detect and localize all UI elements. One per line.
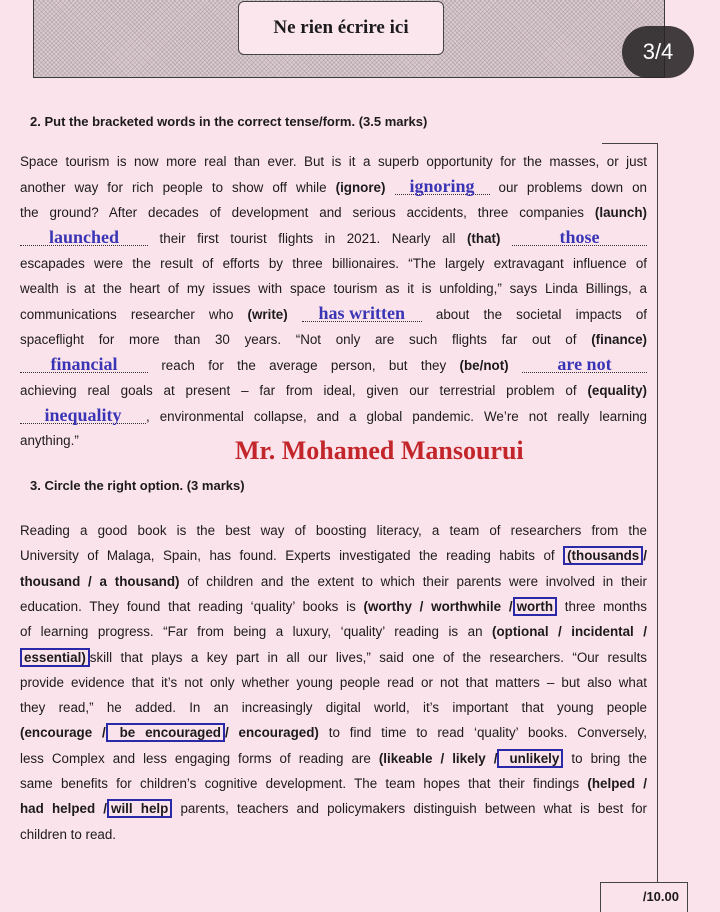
bracketed-words: / encouraged) (224, 725, 319, 741)
text-segment: the ground? After decades of development and serious accidents, three companies (20, 204, 595, 220)
text-segment: to find time to read ‘quality’ books. Conversely, (318, 725, 647, 741)
circled-option: worth (513, 597, 557, 616)
text-segment: University of Malaga, Spain, has found. Experts investigated the reading habits of (20, 548, 564, 564)
text-line (20, 522, 647, 540)
handwritten-answer: are not (522, 356, 647, 373)
bracketed-words: (helped / (587, 776, 648, 791)
text-segment: provide evidence that it’s not only whether young people read or not that matters – but also what (20, 674, 647, 690)
text-line (20, 331, 647, 349)
text-segment: to bring the (563, 750, 647, 766)
text-segment: of learning progress. “Far from being a luxury, ‘quality’ reading is an (20, 624, 493, 640)
text-segment: children to read. (20, 826, 117, 842)
text-segment: anything.” (20, 433, 79, 449)
circled-option: will help (107, 799, 172, 818)
text-line (20, 775, 647, 793)
text-segment: parents, teachers and policymakers distinguish between what is best for (172, 801, 648, 817)
text-segment: three months (557, 598, 647, 614)
text-line (20, 305, 647, 324)
text-segment: , environmental collapse, and a global pandemic. We’re not really learning (146, 409, 647, 424)
circled-option: be encouraged (106, 723, 225, 742)
text-line (20, 649, 647, 667)
text-segment: their first tourist flights in 2021. Nearly all (148, 231, 467, 247)
text-segment (509, 358, 522, 373)
handwritten-answer: has written (302, 305, 422, 322)
text-segment: of children and the extent to which their parents were involved in their (179, 573, 647, 589)
text-line (20, 547, 647, 565)
text-segment: reach for the average person, but they (148, 358, 460, 374)
bracketed-words: (be/not) (459, 358, 509, 374)
circled-option: unlikely (497, 749, 563, 768)
text-segment: they read,” he added. In an increasingly digital world, it’s important that young people (20, 700, 647, 716)
bracketed-words: (equality) (587, 382, 647, 398)
text-line (20, 229, 647, 248)
bracketed-words: thousand / a thousand) (20, 573, 180, 589)
do-not-write-label: Ne rien écrire ici (238, 1, 444, 55)
text-line (20, 280, 647, 298)
bracketed-words: (ignore) (335, 180, 386, 196)
text-line (20, 255, 647, 273)
score-box: /10.00 (600, 882, 688, 912)
bracketed-words: (encourage / (20, 725, 106, 741)
text-segment: less Complex and less engaging forms of reading are (20, 750, 379, 766)
text-segment (385, 180, 394, 195)
text-line (20, 204, 647, 222)
text-segment (288, 307, 302, 322)
page-indicator: 3/4 (622, 26, 694, 78)
text-segment: our problems down on (489, 180, 647, 196)
text-line (20, 356, 647, 375)
text-line (20, 382, 647, 400)
text-segment: communications researcher who (20, 307, 248, 323)
text-line (20, 699, 647, 717)
text-segment: skill that plays a key part in all our lives,” said one of the researchers. “Our results (89, 649, 647, 665)
text-line (20, 674, 647, 692)
text-line (20, 800, 647, 818)
handwritten-answer: those (512, 229, 647, 246)
text-line (20, 598, 647, 616)
bracketed-words: (that) (466, 231, 501, 247)
teacher-signature: Mr. Mohamed Mansourui (235, 436, 524, 465)
text-line (20, 153, 647, 171)
text-segment: wealth is at the heart of my issues with space tourism as it is unfolding,” says Linda Billings, a (20, 281, 647, 296)
bracketed-words: (write) (247, 307, 288, 323)
text-line (20, 573, 647, 591)
handwritten-answer: inequality (20, 407, 146, 424)
bracketed-words: / (643, 548, 647, 564)
margin-frame-top (602, 143, 657, 144)
text-line (20, 724, 647, 742)
margin-frame (657, 143, 658, 883)
text-line (20, 750, 647, 768)
bracketed-words: (likeable / likely / (378, 750, 498, 766)
text-segment: another way for rich people to show off while (20, 180, 336, 196)
text-segment: spaceflight for more than 30 years. “Not only are such flights far out of (20, 331, 592, 347)
text-segment: achieving real goals at present – far from ideal, given our terrestrial problem of (20, 382, 588, 398)
bracketed-words: had helped / (20, 801, 108, 817)
bracketed-words: (worthy / worthwhile / (363, 598, 513, 614)
handwritten-answer: ignoring (395, 178, 490, 195)
section3-title: 3. Circle the right option. (3 marks) (30, 478, 245, 493)
text-segment: Space tourism is now more real than ever. But is it a superb opportunity for the masses, or just (20, 154, 647, 169)
text-line (20, 826, 647, 844)
text-segment (500, 231, 512, 246)
bracketed-words: (launch) (594, 204, 647, 220)
section2-title: 2. Put the bracketed words in the correct tense/form. (3.5 marks) (30, 114, 428, 129)
handwritten-answer: financial (20, 356, 148, 373)
bracketed-words: (finance) (591, 331, 647, 347)
text-segment: escapades were the result of efforts by three billionaires. “The largely extravagant influence of (20, 255, 647, 271)
text-segment: about the societal impacts of (421, 307, 647, 323)
text-segment: Reading a good book is the best way of boosting literacy, a team of researchers from the (20, 523, 647, 538)
text-segment: same benefits for children’s cognitive development. The team hopes that their findings (20, 776, 588, 791)
bracketed-words: (optional / incidental / (492, 624, 647, 640)
circled-option: essential) (20, 648, 90, 667)
text-line (20, 407, 647, 426)
text-line (20, 178, 647, 197)
text-line (20, 623, 647, 641)
handwritten-answer: launched (20, 229, 148, 246)
text-segment: education. They found that reading ‘quality’ books is (20, 598, 364, 614)
circled-option: (thousands (563, 546, 643, 565)
